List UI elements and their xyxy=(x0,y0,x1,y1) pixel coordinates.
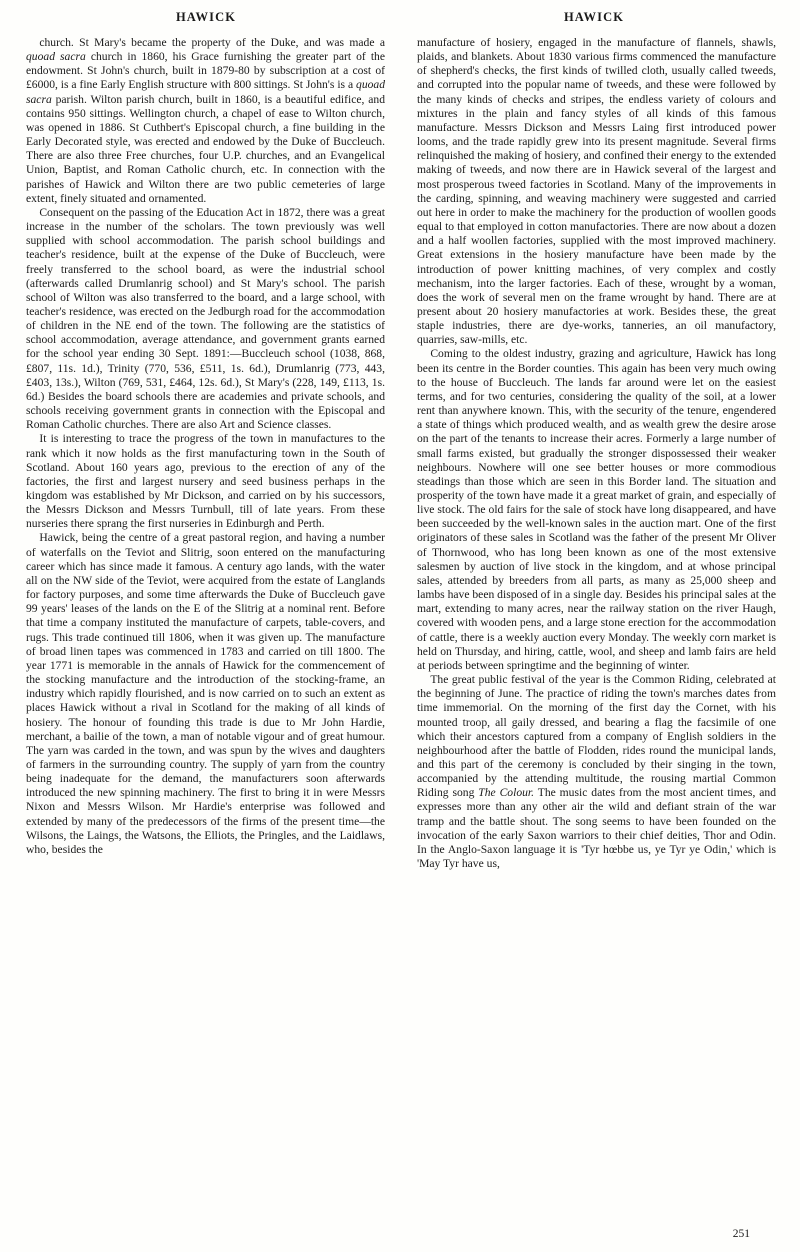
paragraph: Coming to the oldest industry, grazing and agriculture, Hawick has long been its centre in the Border counties. This again has been very much owing to the house of Buccleuch. The lands far around were let on the easiest terms, and for two centuries, considering the quality of the soil, at a lower rent than anywhere known. This, with the security of the tenure, engendered a state of things which produced wealth, and as wealth grew the desire arose on the part of the tenants to increase their acres. Formerly a large number of small farms existed, but gradually the stronger dispossessed their weaker neighbours. Nowhere will one see better houses or more commodious steadings than those which are seen in this Border land. The situation and prosperity of the town have made it a great market of grain, and especially of live stock. The old fairs for the sale of stock have long disappeared, and have been succeeded by the well-known sales in the auction mart. One of the first originators of these sales in Scotland was the father of the present Mr Oliver of Thornwood, who has long been known as one of the most extensive salesmen by auction of live stock in the kingdom, and at whose principal sales, attended by breeders from all parts, as many as 25,000 sheep and lambs have been disposed of in a single day. Besides his principal sales at the mart, extending to many acres, near the railway station on the river Haugh, covered with wooden pens, and a large stone erection for the accommodation of cattle, there is a weekly auction every Monday. The weekly corn market is held on Thursday, and hiring, cattle, wool, and sheep and lamb fairs are held at periods between springtime and the beginning of winter. xyxy=(417,347,776,672)
paragraph: Consequent on the passing of the Education Act in 1872, there was a great increase in the number of the scholars. The town previously was well supplied with school accommodation. The parish school buildings and teacher's residence, built at the expense of the Duke of Buccleuch, were freely transferred to the school board, as were the industrial school (afterwards called Drumlanrig school) and St Mary's school. The parish school of Wilton was also transferred to the board, and a large school, with teacher's residence, was erected on the Jedburgh road for the accommodation of children in the NE end of the town. The following are the statistics of school accommodation, average attendance, and government grants earned for the school year ending 30 Sept. 1891:—Buccleuch school (1038, 868, £807, 11s. 1d.), Trinity (770, 536, £511, 1s. 6d.), Drumlanrig (773, 443, £403, 13s.), Wilton (769, 531, £464, 12s. 6d.), St Mary's (228, 149, £113, 1s. 6d.) Besides the board schools there are academies and private schools, and schools receiving government grants in connection with the Episcopal and Roman Catholic churches. There are also Art and Science classes. xyxy=(26,205,385,432)
paragraph: church. St Mary's became the property of the Duke, and was made a quoad sacra church in 1860, his Grace furnishing the greater part of the endowment. St John's church, built in 1879-80 by subscription at a cost of £6000, is a fine Early English structure with 800 sittings. St John's is a quoad sacra parish. Wilton parish church, built in 1860, is a beautiful edifice, and contains 950 sittings. Wellington church, a chapel of ease to Wilton church, was opened in 1886. St Cuthbert's Episcopal church, a fine building in the Early Decorated style, was erected and endowed by the Duke of Buccleuch. There are also three Free churches, four U.P. churches, and an Evangelical Union, Baptist, and Roman Catholic church, etc. In connection with the parishes of Hawick and Wilton there are two public cemeteries of large extent, finely situated and ornamented. xyxy=(26,36,385,205)
header-title-left: HAWICK xyxy=(175,10,237,24)
header-title-right: HAWICK xyxy=(563,10,625,24)
page-number: 251 xyxy=(732,1228,750,1240)
paragraph: Hawick, being the centre of a great pastoral region, and having a number of waterfalls on the Teviot and Slitrig, soon entered on the manufacturing career which has since made it famous. A century ago lands, with the water all on the NW side of the Teviot, were acquired from the estate of Langlands for factory purposes, and some time afterwards the Duke of Buccleuch gave 99 years' leases of the lands on the E of the Slitrig at a nominal rent. Before that time a company instituted the manufacture of carpets, table-covers, and rugs. This trade continued till 1806, when it was given up. The manufacture of broad linen tapes was commenced in 1783 and carried on till 1800. The year 1771 is memorable in the annals of Hawick for the commencement of the stocking manufacture and the introduction of the stocking-frame, an industry which rapidly flourished, and is now carried on to such an extent as places Hawick without a rival in Scotland for the making of all kinds of hosiery. The honour of founding this trade is due to Mr John Hardie, merchant, a bailie of the town, a man of notable vigour and of great humour. The yarn was carded in the town, and was spun by the wives and daughters of farmers in the surrounding country. The supply of yarn from the country being inadequate for the demand, the manufacturers soon afterwards introduced the new spinning machinery. The first to bring it in were Messrs Nixon and Messrs Wilson. Mr Hardie's enterprise was followed and extended by many of the predecessors of the firms of the present time—the Wilsons, the Laings, the Watsons, the Elliots, the Pringles, and the Laidlaws, who, besides the xyxy=(26,531,385,856)
column-right xyxy=(417,36,776,871)
paragraph: The great public festival of the year is the Common Riding, celebrated at the beginning of June. The practice of riding the town's marches dates from time immemorial. On the morning of the first day the Cornet, with his mounted troop, all gaily dressed, and bearing a flag the facsimile of one which their ancestors captured from a company of English soldiers in the neighbourhood after the battle of Flodden, rides round the municipal lands, and this part of the ceremony is concluded by their singing in the town, accompanied by the attending multitude, the rousing martial Common Riding song The Colour. The music dates from the most ancient times, and expresses more than any other air the wild and defiant strain of the war tramp and the battle shout. The song seems to have been founded on the invocation of the early Saxon warriors to their chief deities, Thor and Odin. In the Anglo-Saxon language it is 'Tyr hœbbe us, ye Tyr ye Odin,' which is 'May Tyr have us, xyxy=(417,673,776,871)
paragraph: manufacture of hosiery, engaged in the manufacture of flannels, shawls, plaids, and blankets. About 1830 various firms commenced the manufacture of shepherd's checks, the first kinds of twilled cloth, usually called tweeds, and corrupted into the popular name of tweeds, and these were followed by the many kinds of checks and stripes, the endless variety of colours and mixtures in the plain and fancy styles of all kinds of this famous manufacture. Messrs Dickson and Messrs Laing first introduced power looms, and the trade rapidly grew into its present magnitude. Several firms relinquished the making of hosiery, and confined their energy to the extended making of tweeds, and now there are in Hawick several of the largest and most prosperous tweed factories in Scotland. Many of the improvements in the carding, spinning, and weaving machinery were suggested and carried out here in order to make the machinery for the production of woollen goods equal to that employed in cotton manufactories. There are now about a dozen and a half woollen factories, supplied with the most improved machinery. Great extensions in the hosiery manufacture have been made by the introduction of power knitting machines, of very complex and costly mechanism, into the larger factories. Each of these, wrought by a woman, does the work of several men on the frame wrought by hand. There are at present about 20 hosiery manufactories at work. Besides these, the great staple industries, there are dye-works, tanneries, an oil manufactory, quarries, saw-mills, etc. xyxy=(417,36,776,347)
page-header xyxy=(26,10,774,28)
text-columns xyxy=(26,36,776,1216)
paragraph: It is interesting to trace the progress of the town in manufactures to the rank which it now holds as the first manufacturing town in the South of Scotland. About 160 years ago, previous to the erection of any of the factories, the first and largest nursery and seed business perhaps in the kingdom was established by Mr Dickson, and carried on by his successors, the Messrs Dickson and Messrs Turnbull, till of late years. From these nurseries there sprang the first nurseries in Edinburgh and Perth. xyxy=(26,432,385,531)
column-left xyxy=(26,36,385,857)
